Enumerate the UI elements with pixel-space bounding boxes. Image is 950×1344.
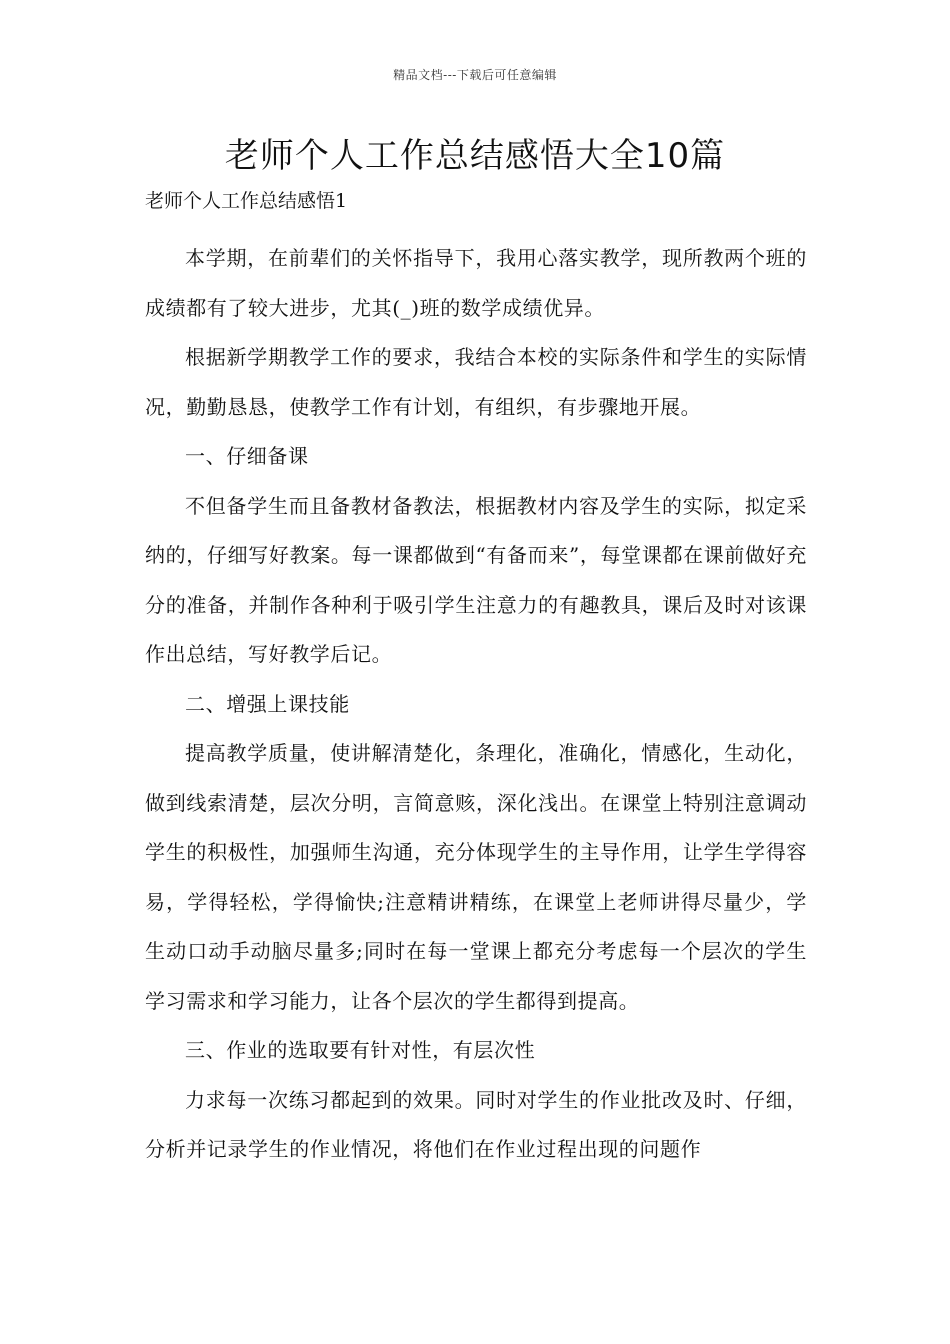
paragraph: 不但备学生而且备教材备教法，根据教材内容及学生的实际，拟定采纳的，仔细写好教案。每一课都做到“有备而来”，每堂课都在课前做好充分的准备，并制作各种利于吸引学生注意力的有趣教具，课后及时对该课作出总结，写好教学后记。 <box>145 493 807 666</box>
header-note: 精品文档---下载后可任意编辑 <box>393 68 557 82</box>
paragraph: 根据新学期教学工作的要求，我结合本校的实际条件和学生的实际情况，勤勤恳恳，使教学工作有计划，有组织，有步骤地开展。 <box>145 345 807 419</box>
section-heading: 二、增强上课技能 <box>185 691 350 716</box>
section-heading: 一、仔细备课 <box>185 444 309 468</box>
section-subtitle: 老师个人工作总结感悟1 <box>145 190 348 212</box>
paragraph: 提高教学质量，使讲解清楚化，条理化，准确化，情感化，生动化，做到线索清楚，层次分明，言简意赅，深化浅出。在课堂上特别注意调动学生的积极性，加强师生沟通，充分体现学生的主导作用，让学生学得容易，学得轻松，学得愉快;注意精讲精练，在课堂上老师讲得尽量少，学生动口动手动脑尽量多;同时在每一堂课上都充分考虑每一个层次的学生学习需求和学习能力，让各个层次的学生都得到提高。 <box>145 741 807 1013</box>
document-title: 老师个人工作总结感悟大全10篇 <box>224 136 726 176</box>
section-heading: 三、作业的选取要有针对性，有层次性 <box>185 1038 536 1062</box>
paragraph: 力求每一次练习都起到的效果。同时对学生的作业批改及时、仔细，分析并记录学生的作业情况，将他们在作业过程出现的问题作 <box>145 1087 807 1161</box>
paragraph: 本学期，在前辈们的关怀指导下，我用心落实教学，现所教两个班的成绩都有了较大进步，尤其(_)班的数学成绩优异。 <box>145 246 807 320</box>
document-body <box>145 234 807 1175</box>
